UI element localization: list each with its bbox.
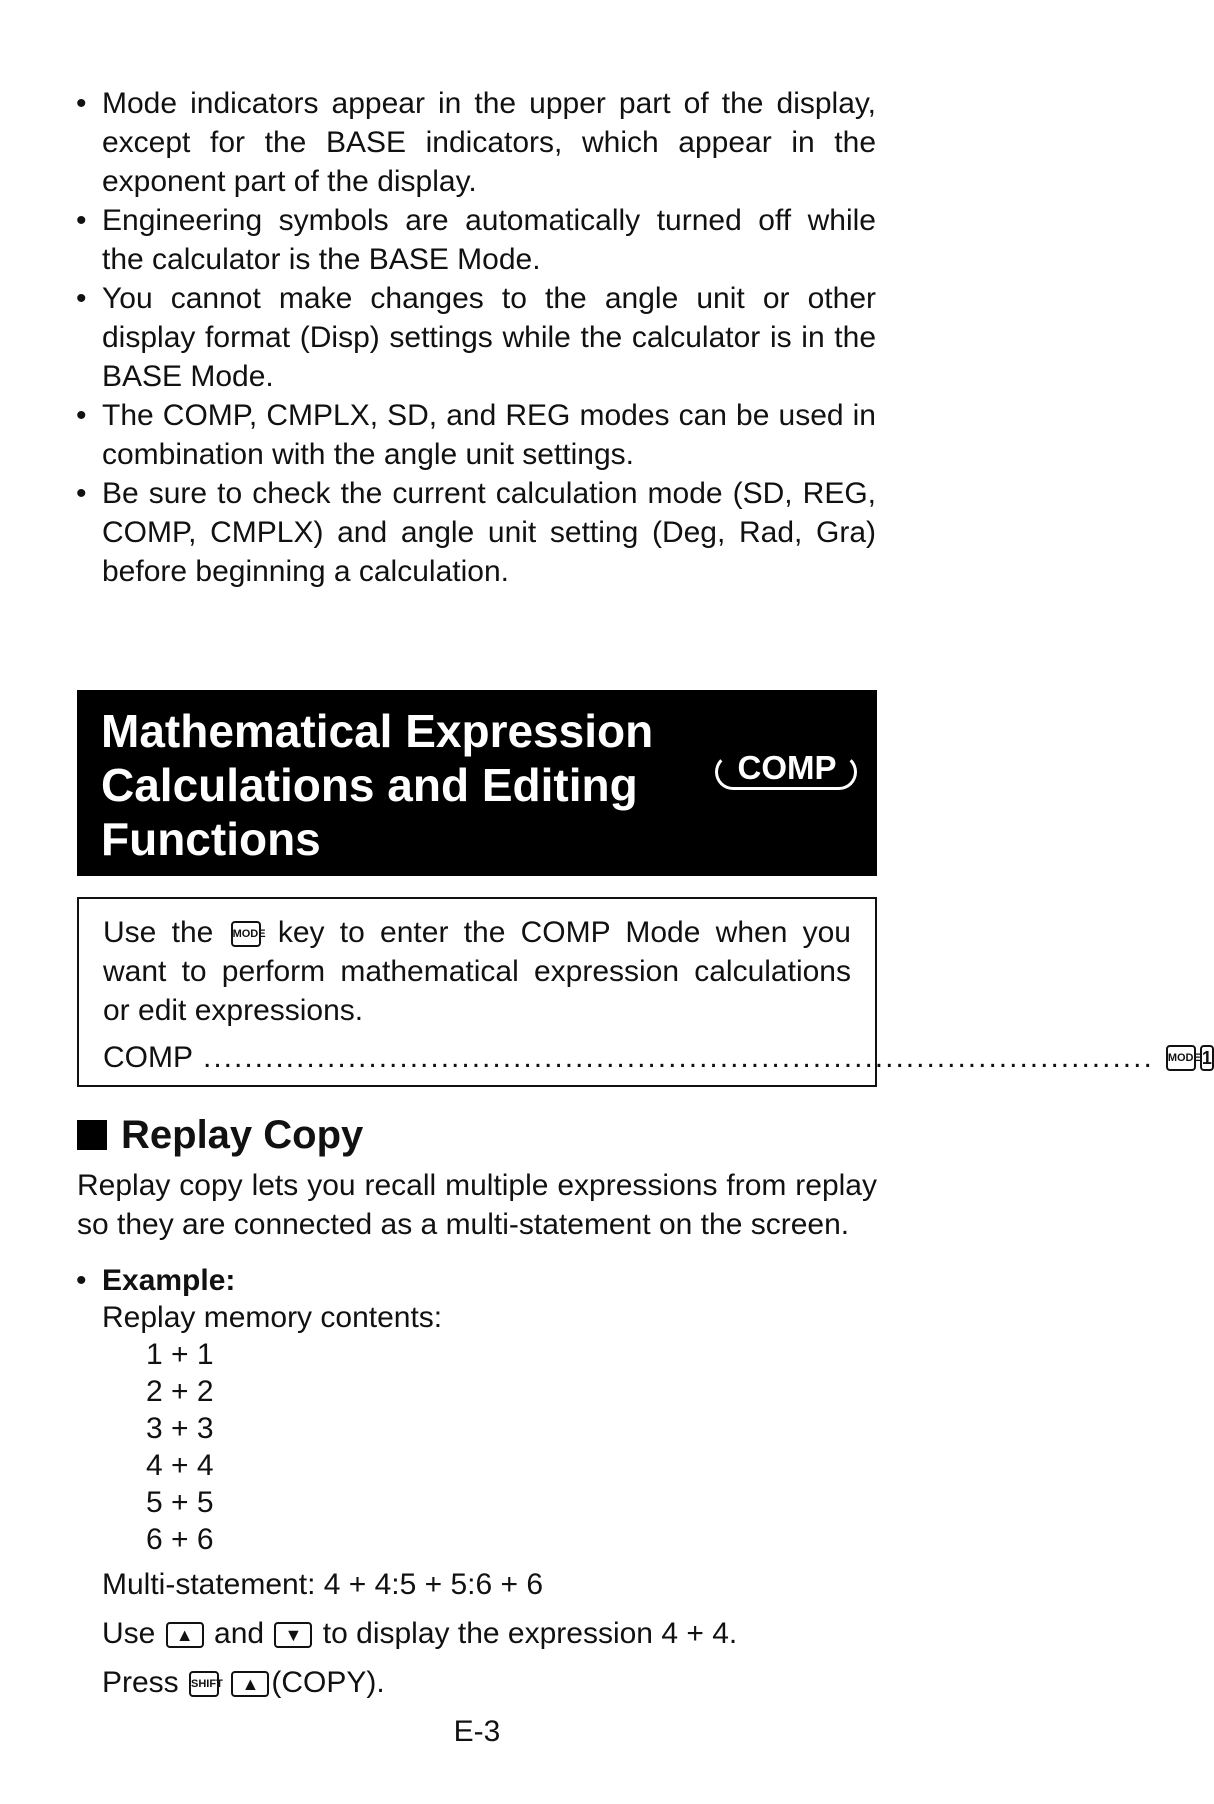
dot-leader: ............................................................................................ (203, 1041, 1154, 1074)
list-item: 1 + 1 (146, 1338, 214, 1371)
section-intro: Replay copy lets you recall multiple expressions from replay so they are connected as a multi-statement on the screen. (77, 1169, 877, 1241)
comp-mode-info-box (77, 897, 1212, 1087)
shift-key-icon: SHIFT (189, 1671, 219, 1697)
info-text: Use the MODE key to enter the COMP Mode when you want to perform mathematical expression calculations or edit expressions. (103, 916, 851, 1027)
list-item: • Mode indicators appear in the upper part of the display, except for the BASE indicators, which appear in the exponent part of the display. (76, 84, 876, 201)
contents-label: Replay memory contents: (102, 1301, 443, 1334)
list-item: • Be sure to check the current calculation mode (SD, REG, COMP, CMPLX) and angle unit setting (Deg, Rad, Gra) before beginning a calculation. (76, 474, 876, 591)
up-arrow-key-icon: ▲ (166, 1622, 204, 1648)
section-banner (77, 690, 877, 876)
down-arrow-key-icon: ▼ (274, 1622, 312, 1648)
up-arrow-key-icon: ▲ (231, 1671, 269, 1697)
mode-key-icon: MODE (231, 921, 261, 947)
comp-key-sequence (103, 1038, 1212, 1077)
list-item: 2 + 2 (146, 1375, 214, 1408)
list-item: 5 + 5 (146, 1486, 214, 1519)
multi-statement-line: Multi-statement: 4 + 4:5 + 5:6 + 6 (102, 1568, 544, 1601)
example-block (76, 1262, 876, 1701)
list-item: 3 + 3 (146, 1412, 214, 1445)
list-item: • The COMP, CMPLX, SD, and REG modes can be used in combination with the angle unit settings. (76, 396, 876, 474)
press-keys-line: Press SHIFT ▲ (COPY). (102, 1666, 385, 1699)
list-item: • Engineering symbols are automatically turned off while the calculator is the BASE Mode. (76, 201, 876, 279)
example-label: • Example: (76, 1262, 876, 1299)
list-item: 6 + 6 (146, 1523, 214, 1556)
list-item: • You cannot make changes to the angle unit or other display format (Disp) settings while the calculator is in the BASE Mode. (76, 279, 876, 396)
comp-label: COMP (103, 1041, 193, 1074)
banner-title: Mathematical Expression Calculations and Editing Functions (101, 705, 654, 865)
comp-mode-badge: COMP (737, 749, 837, 786)
mode-notes-list (76, 84, 876, 591)
square-bullet-icon (77, 1120, 107, 1150)
use-keys-line: Use ▲ and ▼ to display the expression 4 + 4. (102, 1617, 738, 1650)
section-heading: Replay Copy (77, 1112, 363, 1158)
mode-key-icon: MODE (1166, 1045, 1196, 1071)
one-key-icon: 1 (1200, 1045, 1214, 1071)
page-number: E-3 (453, 1715, 501, 1748)
replay-contents-list (76, 1336, 876, 1558)
list-item: 4 + 4 (146, 1449, 214, 1482)
